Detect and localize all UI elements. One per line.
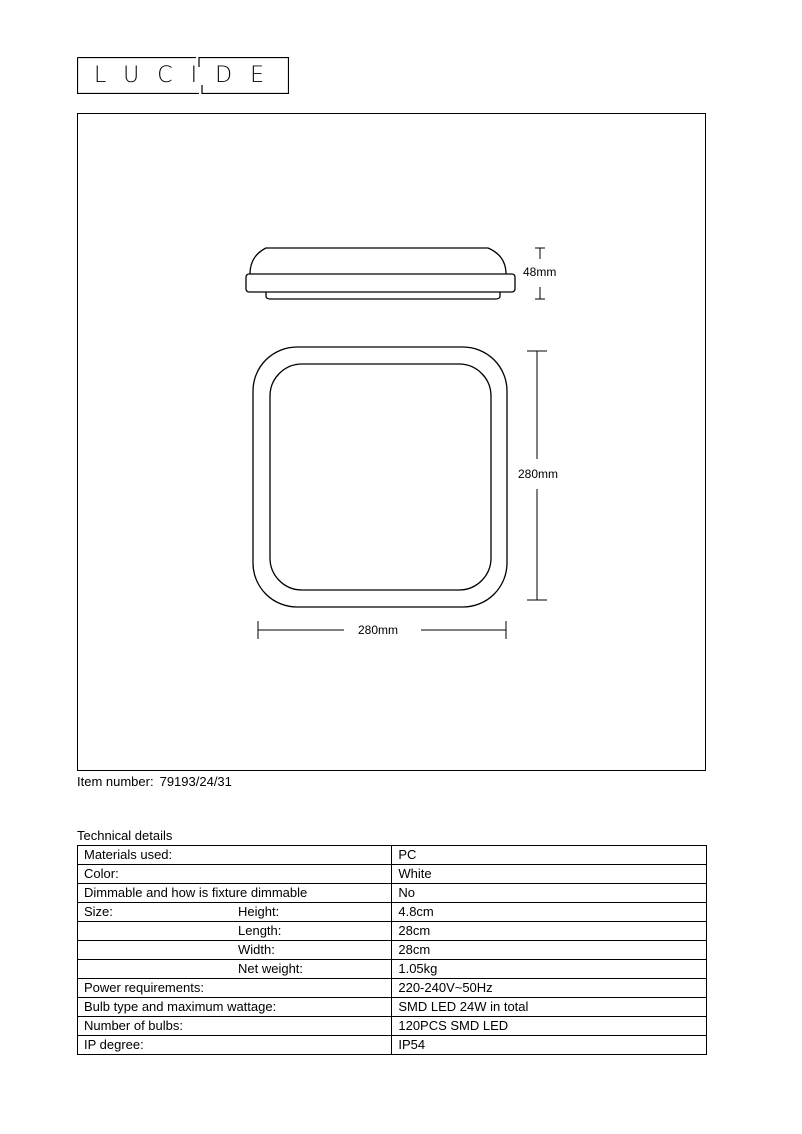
row-sublabel: Height: — [238, 904, 280, 919]
row-value: 1.05kg — [392, 960, 707, 979]
row-label-cell — [78, 903, 392, 922]
row-label-cell — [78, 960, 392, 979]
technical-drawing — [77, 113, 706, 771]
item-number-value: 79193/24/31 — [159, 774, 232, 789]
item-number-label: Item number: — [77, 774, 154, 789]
row-value: IP54 — [392, 1036, 707, 1055]
table-row — [78, 903, 707, 922]
row-sublabel: Length: — [238, 923, 282, 938]
table-row — [78, 979, 707, 998]
technical-details-table — [77, 845, 707, 1055]
row-value: 120PCS SMD LED — [392, 1017, 707, 1036]
table-row — [78, 846, 707, 865]
side-view — [246, 248, 515, 299]
row-label: Bulb type and maximum wattage: — [84, 999, 277, 1014]
technical-details-title: Technical details — [77, 828, 173, 843]
top-view — [253, 347, 507, 607]
table-row — [78, 1017, 707, 1036]
row-value: PC — [392, 846, 707, 865]
row-label: Materials used: — [84, 847, 173, 862]
item-number — [77, 774, 232, 789]
width-dim-label: 280mm — [358, 623, 399, 637]
row-label-cell — [78, 922, 392, 941]
row-label: IP degree: — [84, 1037, 144, 1052]
table-row — [78, 865, 707, 884]
table-row — [78, 941, 707, 960]
row-label-cell — [78, 979, 392, 998]
table-row — [78, 922, 707, 941]
row-value: White — [392, 865, 707, 884]
height-dim-label: 48mm — [523, 265, 557, 279]
row-label: Color: — [84, 866, 119, 881]
table-row — [78, 960, 707, 979]
row-label: Power requirements: — [84, 980, 204, 995]
table-row — [78, 998, 707, 1017]
row-sublabel: Width: — [238, 942, 275, 957]
row-value: 220-240V~50Hz — [392, 979, 707, 998]
row-label-cell — [78, 1036, 392, 1055]
table-row — [78, 1036, 707, 1055]
row-label-cell — [78, 865, 392, 884]
brand-logo — [77, 57, 289, 94]
row-value: 4.8cm — [392, 903, 707, 922]
table-row — [78, 884, 707, 903]
row-value: No — [392, 884, 707, 903]
row-label-cell — [78, 846, 392, 865]
logo-text: LUCIDE — [94, 63, 282, 88]
row-label: Number of bulbs: — [84, 1018, 183, 1033]
row-label-cell — [78, 884, 392, 903]
row-value: 28cm — [392, 941, 707, 960]
row-label-cell — [78, 998, 392, 1017]
row-label: Dimmable and how is fixture dimmable — [84, 885, 308, 900]
row-value: 28cm — [392, 922, 707, 941]
row-value: SMD LED 24W in total — [392, 998, 707, 1017]
row-label: Size: — [84, 904, 113, 919]
depth-dim-label: 280mm — [518, 467, 559, 481]
row-sublabel: Net weight: — [238, 961, 304, 976]
row-label-cell — [78, 1017, 392, 1036]
row-label-cell — [78, 941, 392, 960]
